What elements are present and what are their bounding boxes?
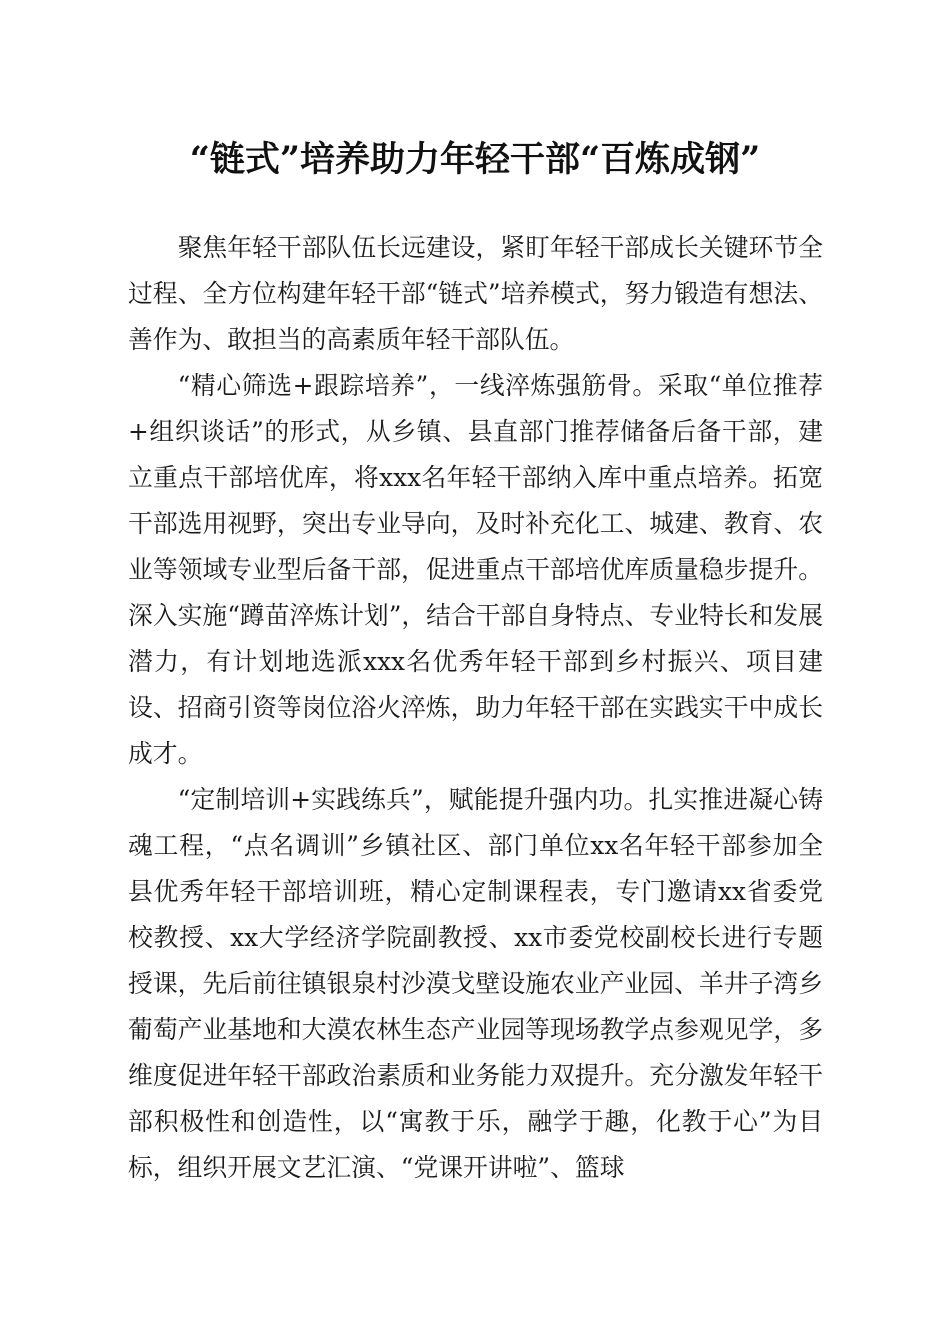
document-title: “链式”培养助力年轻干部“百炼成钢”: [189, 139, 761, 180]
paragraph-selection-training: “精心筛选+跟踪培养”，一线淬炼强筋骨。采取“单位推荐+组织谈话”的形式，从乡镇、县直部门推荐储备后备干部，建立重点干部培优库，将xxx名年轻干部纳入库中重点培养。拓宽干部选用视野，突出专业导向，及时补充化工、城建、教育、农业等领域专业型后备干部，促进重点干部培优库质量稳步提升。深入实施“蹲苗淬炼计划”，结合干部自身特点、专业特长和发展潜力，有计划地选派xxx名优秀年轻干部到乡村振兴、项目建设、招商引资等岗位浴火淬炼，助力年轻干部在实践实干中成长成才。: [128, 371, 823, 768]
document-body: [128, 225, 823, 1191]
paragraph-intro: 聚焦年轻干部队伍长远建设，紧盯年轻干部成长关键环节全过程、全方位构建年轻干部“链式”培养模式，努力锻造有想法、善作为、敢担当的高素质年轻干部队伍。: [128, 233, 823, 354]
paragraph-custom-training: “定制培训+实践练兵”，赋能提升强内功。扎实推进凝心铸魂工程，“点名调训”乡镇社区、部门单位xx名年轻干部参加全县优秀年轻干部培训班，精心定制课程表，专门邀请xx省委党校教授、xx大学经济学院副教授、xx市委党校副校长进行专题授课，先后前往镇银泉村沙漠戈壁设施农业产业园、羊井子湾乡葡萄产业基地和大漠农林生态产业园等现场教学点参观见学，多维度促进年轻干部政治素质和业务能力双提升。充分激发年轻干部积极性和创造性，以“寓教于乐，融学于趣，化教于心”为目标，组织开展文艺汇演、“党课开讲啦”、篮球: [128, 785, 823, 1182]
